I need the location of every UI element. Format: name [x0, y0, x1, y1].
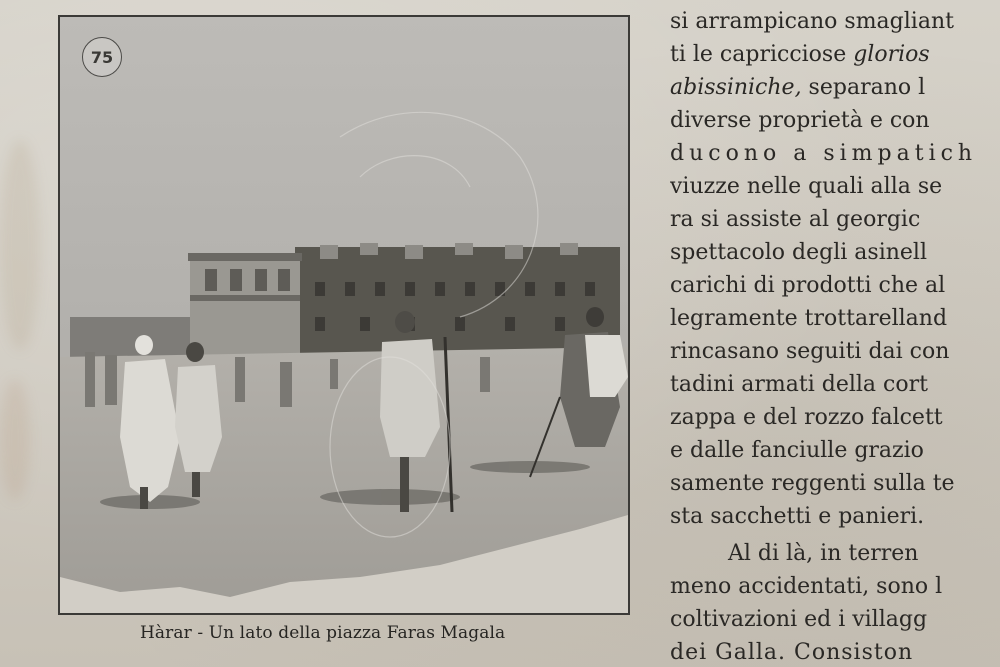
italic-word: abissiniche,: [670, 75, 802, 100]
article-text-column: [670, 8, 1000, 667]
text-line: abissiniche, separano l: [670, 75, 926, 100]
text-line: dei Galla. Consiston: [670, 640, 914, 665]
text-line: sta sacchetti e panieri.: [670, 504, 925, 529]
text-line: meno accidentati, sono l: [670, 574, 943, 599]
text-line: legramente trottarelland: [670, 306, 948, 331]
paper-stain: [0, 140, 40, 350]
plate-number-badge: 75: [82, 37, 122, 77]
paper-stain: [0, 380, 30, 500]
text-line: si arrampicano smagliant: [670, 9, 954, 34]
photo-icon: [60, 17, 628, 613]
photograph: [58, 15, 630, 615]
text-line: samente reggenti sulla te: [670, 471, 955, 496]
text-line: diverse proprietà e con: [670, 108, 930, 133]
text-line: ra si assiste al georgic: [670, 207, 921, 232]
text-line: zappa e del rozzo falcett: [670, 405, 943, 430]
text-line: coltivazioni ed i villagg: [670, 607, 928, 632]
text-line: spettacolo degli asinell: [670, 240, 927, 265]
text-line: rincasano seguiti dai con: [670, 339, 950, 364]
paragraph-first-line: Al di là, in terren: [728, 541, 919, 566]
photo-caption: Hàrar - Un lato della piazza Faras Magala: [140, 623, 506, 643]
text-line: ti le capricciose glorios: [670, 42, 930, 67]
text-line: viuzze nelle quali alla se: [670, 174, 943, 199]
text-line: carichi di prodotti che al: [670, 273, 946, 298]
text-line: e dalle fanciulle grazio: [670, 438, 924, 463]
italic-word: glorios: [853, 42, 930, 67]
text-line: tadini armati della cort: [670, 372, 928, 397]
text-line: ducono a simpatich: [670, 141, 978, 166]
